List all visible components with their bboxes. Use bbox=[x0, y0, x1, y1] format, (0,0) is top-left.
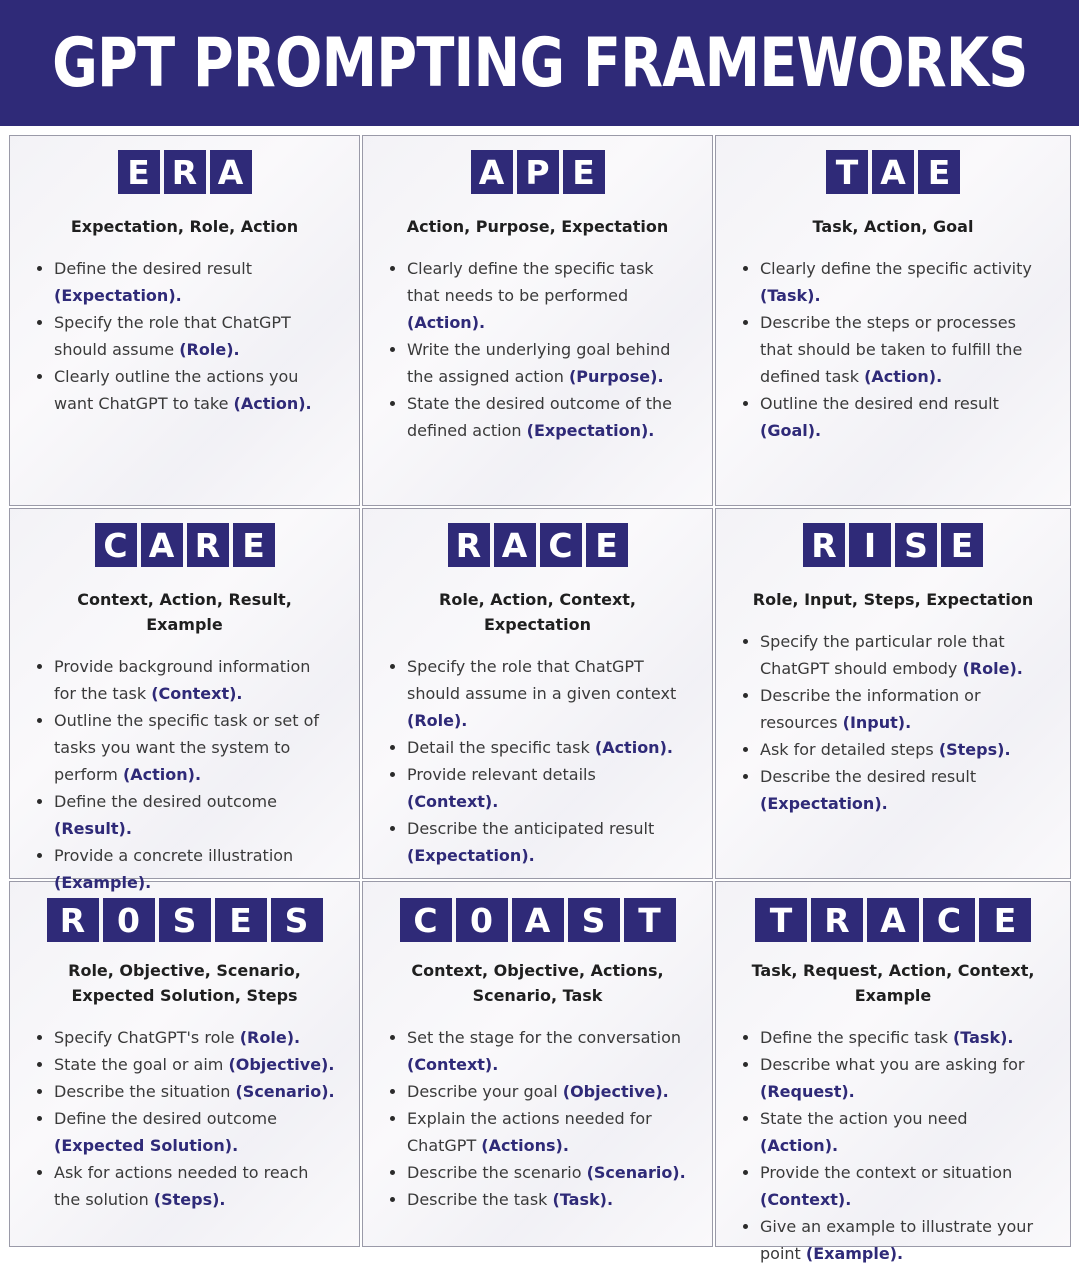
framework-acronym bbox=[28, 523, 341, 567]
acronym-letter-tile: E bbox=[586, 523, 628, 567]
bullet-text: Explain the actions needed for ChatGPT bbox=[407, 1109, 652, 1155]
bullet-keyword: (Context). bbox=[151, 684, 243, 703]
bullet-item bbox=[760, 682, 1052, 736]
bullet-keyword: (Action). bbox=[233, 394, 312, 413]
bullet-text: State the desired outcome of the defined action bbox=[407, 394, 672, 440]
bullet-text: Define the desired outcome bbox=[54, 792, 277, 811]
acronym-letter-tile: S bbox=[159, 898, 211, 942]
framework-bullet-list bbox=[28, 255, 341, 417]
bullet-keyword: (Scenario). bbox=[586, 1163, 686, 1182]
bullet-text: Provide the context or situation bbox=[760, 1163, 1013, 1182]
bullet-item bbox=[54, 309, 341, 363]
bullet-item bbox=[407, 390, 694, 444]
bullet-keyword: (Role). bbox=[407, 711, 468, 730]
bullet-keyword: (Action). bbox=[760, 1136, 839, 1155]
bullet-keyword: (Task). bbox=[552, 1190, 614, 1209]
bullet-text: Provide a concrete illustration bbox=[54, 846, 294, 865]
bullet-text: Detail the specific task bbox=[407, 738, 595, 757]
acronym-letter-tile: 0 bbox=[456, 898, 508, 942]
bullet-item bbox=[407, 1186, 694, 1213]
bullet-text: Clearly define the specific activity bbox=[760, 259, 1032, 278]
bullet-item bbox=[407, 1159, 694, 1186]
bullet-text: Clearly define the specific task that needs to be performed bbox=[407, 259, 654, 305]
bullet-keyword: (Role). bbox=[179, 340, 240, 359]
framework-subtitle: Context, Action, Result, Example bbox=[77, 590, 292, 634]
framework-bullet-list bbox=[734, 255, 1052, 444]
framework-acronym bbox=[28, 898, 341, 942]
bullet-item bbox=[407, 1105, 694, 1159]
framework-card-era bbox=[9, 135, 360, 506]
acronym-letter-tile: A bbox=[210, 150, 252, 194]
acronym-letter-tile: S bbox=[568, 898, 620, 942]
bullet-item bbox=[760, 1051, 1052, 1105]
bullet-text: Describe the desired result bbox=[760, 767, 977, 786]
bullet-keyword: (Expectation). bbox=[526, 421, 655, 440]
framework-subtitle: Action, Purpose, Expectation bbox=[406, 217, 669, 236]
bullet-keyword: (Context). bbox=[407, 1055, 499, 1074]
framework-subtitle: Role, Action, Context, Expectation bbox=[439, 590, 636, 634]
framework-subtitle: Role, Objective, Scenario, Expected Solution, Steps bbox=[68, 961, 301, 1005]
framework-card-care bbox=[9, 508, 360, 892]
bullet-text: Describe the task bbox=[407, 1190, 553, 1209]
bullet-item bbox=[760, 736, 1052, 763]
acronym-letter-tile: C bbox=[400, 898, 452, 942]
framework-bullet-list bbox=[28, 1024, 341, 1213]
framework-subtitle: Context, Objective, Actions, Scenario, Task bbox=[411, 961, 664, 1005]
bullet-text: Ask for detailed steps bbox=[760, 740, 939, 759]
framework-acronym bbox=[381, 898, 694, 942]
framework-bullet-list bbox=[734, 628, 1052, 817]
acronym-letter-tile: P bbox=[517, 150, 559, 194]
bullet-text: Describe the scenario bbox=[407, 1163, 587, 1182]
acronym-letter-tile: S bbox=[271, 898, 323, 942]
acronym-letter-tile: A bbox=[494, 523, 536, 567]
bullet-item bbox=[407, 761, 694, 815]
bullet-keyword: (Context). bbox=[407, 792, 499, 811]
bullet-text: Describe the information or resources bbox=[760, 686, 981, 732]
framework-acronym bbox=[734, 150, 1052, 194]
framework-bullet-list bbox=[381, 653, 694, 869]
acronym-letter-tile: E bbox=[563, 150, 605, 194]
bullet-text: Provide relevant details bbox=[407, 765, 596, 784]
bullet-text: Specify the particular role that ChatGPT should embody bbox=[760, 632, 1005, 678]
framework-card-ape bbox=[362, 135, 713, 506]
bullet-item bbox=[407, 255, 694, 336]
bullet-keyword: (Role). bbox=[962, 659, 1023, 678]
framework-bullet-list bbox=[28, 653, 341, 896]
bullet-keyword: (Action). bbox=[122, 765, 202, 784]
bullet-item bbox=[407, 1024, 694, 1078]
bullet-keyword: (Action). bbox=[864, 367, 943, 386]
bullet-text: Describe the steps or processes that should be taken to fulfill the defined task bbox=[760, 313, 1023, 386]
acronym-letter-tile: E bbox=[941, 523, 983, 567]
framework-card-rise bbox=[715, 508, 1071, 879]
bullet-item bbox=[760, 763, 1052, 817]
bullet-item bbox=[407, 653, 694, 734]
bullet-text: Describe the situation bbox=[54, 1082, 236, 1101]
bullet-keyword: (Expectation). bbox=[54, 286, 182, 305]
bullet-item bbox=[407, 815, 694, 869]
acronym-letter-tile: R bbox=[164, 150, 206, 194]
framework-bullet-list bbox=[381, 1024, 694, 1213]
bullet-item bbox=[54, 1105, 341, 1159]
acronym-letter-tile: A bbox=[471, 150, 513, 194]
bullet-text: Describe the anticipated result bbox=[407, 819, 655, 838]
bullet-text: Define the desired outcome bbox=[54, 1109, 277, 1128]
bullet-text: State the goal or aim bbox=[54, 1055, 229, 1074]
bullet-text: Write the underlying goal behind the assigned action bbox=[407, 340, 671, 386]
framework-card-r0ses bbox=[9, 881, 360, 1247]
bullet-keyword: (Objective). bbox=[562, 1082, 669, 1101]
acronym-letter-tile: T bbox=[624, 898, 676, 942]
framework-acronym bbox=[28, 150, 341, 194]
page-title: GPT PROMPTING FRAMEWORKS bbox=[51, 23, 1028, 103]
bullet-text: Set the stage for the conversation bbox=[407, 1028, 682, 1047]
bullet-keyword: (Context). bbox=[760, 1190, 852, 1209]
framework-acronym bbox=[381, 523, 694, 567]
acronym-letter-tile: R bbox=[803, 523, 845, 567]
acronym-letter-tile: A bbox=[512, 898, 564, 942]
bullet-keyword: (Request). bbox=[760, 1082, 855, 1101]
bullet-text: State the action you need bbox=[760, 1109, 968, 1128]
acronym-letter-tile: R bbox=[811, 898, 863, 942]
bullet-item bbox=[407, 336, 694, 390]
bullet-keyword: (Input). bbox=[842, 713, 912, 732]
bullet-keyword: (Objective). bbox=[228, 1055, 335, 1074]
framework-subtitle: Task, Action, Goal bbox=[812, 217, 974, 236]
framework-acronym bbox=[734, 898, 1052, 942]
bullet-text: Outline the specific task or set of tasks you want the system to perform bbox=[54, 711, 320, 784]
bullet-item bbox=[760, 1105, 1052, 1159]
bullet-text: Specify the role that ChatGPT should assume in a given context bbox=[407, 657, 677, 703]
acronym-letter-tile: E bbox=[979, 898, 1031, 942]
bullet-item bbox=[407, 1078, 694, 1105]
bullet-text: Clearly outline the actions you want ChatGPT to take bbox=[54, 367, 299, 413]
bullet-item bbox=[760, 1024, 1052, 1051]
framework-acronym bbox=[381, 150, 694, 194]
bullet-keyword: (Task). bbox=[952, 1028, 1014, 1047]
framework-acronym bbox=[734, 523, 1052, 567]
bullet-item bbox=[54, 255, 341, 309]
bullet-keyword: (Task). bbox=[760, 286, 821, 305]
bullet-text: Specify the role that ChatGPT should assume bbox=[54, 313, 291, 359]
acronym-letter-tile: S bbox=[895, 523, 937, 567]
bullet-text: Give an example to illustrate your point bbox=[760, 1217, 1034, 1263]
acronym-letter-tile: C bbox=[923, 898, 975, 942]
bullet-item bbox=[54, 1078, 341, 1105]
acronym-letter-tile: A bbox=[867, 898, 919, 942]
bullet-item bbox=[54, 1051, 341, 1078]
acronym-letter-tile: E bbox=[233, 523, 275, 567]
bullet-keyword: (Actions). bbox=[481, 1136, 569, 1155]
bullet-keyword: (Expectation). bbox=[407, 846, 535, 865]
bullet-item bbox=[760, 1213, 1052, 1267]
framework-bullet-list bbox=[381, 255, 694, 444]
bullet-keyword: (Steps). bbox=[153, 1190, 226, 1209]
bullet-item bbox=[760, 628, 1052, 682]
bullet-text: Outline the desired end result bbox=[760, 394, 999, 413]
bullet-text: Describe your goal bbox=[407, 1082, 563, 1101]
acronym-letter-tile: C bbox=[540, 523, 582, 567]
bullet-keyword: (Expectation). bbox=[760, 794, 888, 813]
acronym-letter-tile: R bbox=[187, 523, 229, 567]
bullet-item bbox=[54, 1159, 341, 1213]
bullet-text: Define the desired result bbox=[54, 259, 253, 278]
bullet-item bbox=[407, 734, 694, 761]
bullet-item bbox=[760, 390, 1052, 444]
acronym-letter-tile: C bbox=[95, 523, 137, 567]
bullet-item bbox=[54, 707, 341, 788]
bullet-item bbox=[54, 788, 341, 842]
page-header bbox=[0, 0, 1079, 126]
acronym-letter-tile: R bbox=[47, 898, 99, 942]
acronym-letter-tile: E bbox=[118, 150, 160, 194]
acronym-letter-tile: R bbox=[448, 523, 490, 567]
framework-card-tae bbox=[715, 135, 1071, 506]
acronym-letter-tile: E bbox=[918, 150, 960, 194]
acronym-letter-tile: I bbox=[849, 523, 891, 567]
bullet-item bbox=[54, 1024, 341, 1051]
bullet-keyword: (Action). bbox=[407, 313, 486, 332]
acronym-letter-tile: A bbox=[141, 523, 183, 567]
bullet-item bbox=[760, 255, 1052, 309]
bullet-keyword: (Steps). bbox=[938, 740, 1011, 759]
bullet-text: Specify ChatGPT's role bbox=[54, 1028, 240, 1047]
bullet-keyword: (Example). bbox=[805, 1244, 904, 1263]
bullet-item bbox=[760, 1159, 1052, 1213]
bullet-keyword: (Goal). bbox=[760, 421, 822, 440]
bullet-keyword: (Action). bbox=[594, 738, 673, 757]
framework-card-race bbox=[362, 508, 713, 879]
bullet-text: Provide background information for the task bbox=[54, 657, 311, 703]
bullet-keyword: (Example). bbox=[54, 873, 152, 892]
bullet-keyword: (Result). bbox=[54, 819, 132, 838]
acronym-letter-tile: A bbox=[872, 150, 914, 194]
bullet-text: Ask for actions needed to reach the solution bbox=[54, 1163, 309, 1209]
bullet-keyword: (Expected Solution). bbox=[54, 1136, 239, 1155]
bullet-item bbox=[54, 842, 341, 896]
bullet-item bbox=[760, 309, 1052, 390]
framework-subtitle: Task, Request, Action, Context, Example bbox=[751, 961, 1035, 1005]
bullet-text: Define the specific task bbox=[760, 1028, 953, 1047]
framework-bullet-list bbox=[734, 1024, 1052, 1267]
framework-card-c0ast bbox=[362, 881, 713, 1247]
acronym-letter-tile: T bbox=[755, 898, 807, 942]
framework-subtitle: Role, Input, Steps, Expectation bbox=[752, 590, 1034, 609]
acronym-letter-tile: 0 bbox=[103, 898, 155, 942]
acronym-letter-tile: E bbox=[215, 898, 267, 942]
bullet-keyword: (Purpose). bbox=[568, 367, 664, 386]
framework-subtitle: Expectation, Role, Action bbox=[70, 217, 299, 236]
bullet-item bbox=[54, 653, 341, 707]
bullet-text: Describe what you are asking for bbox=[760, 1055, 1025, 1074]
bullet-keyword: (Scenario). bbox=[235, 1082, 335, 1101]
framework-card-trace bbox=[715, 881, 1071, 1263]
acronym-letter-tile: T bbox=[826, 150, 868, 194]
bullet-item bbox=[54, 363, 341, 417]
bullet-keyword: (Role). bbox=[239, 1028, 301, 1047]
frameworks-grid bbox=[9, 135, 1071, 1263]
